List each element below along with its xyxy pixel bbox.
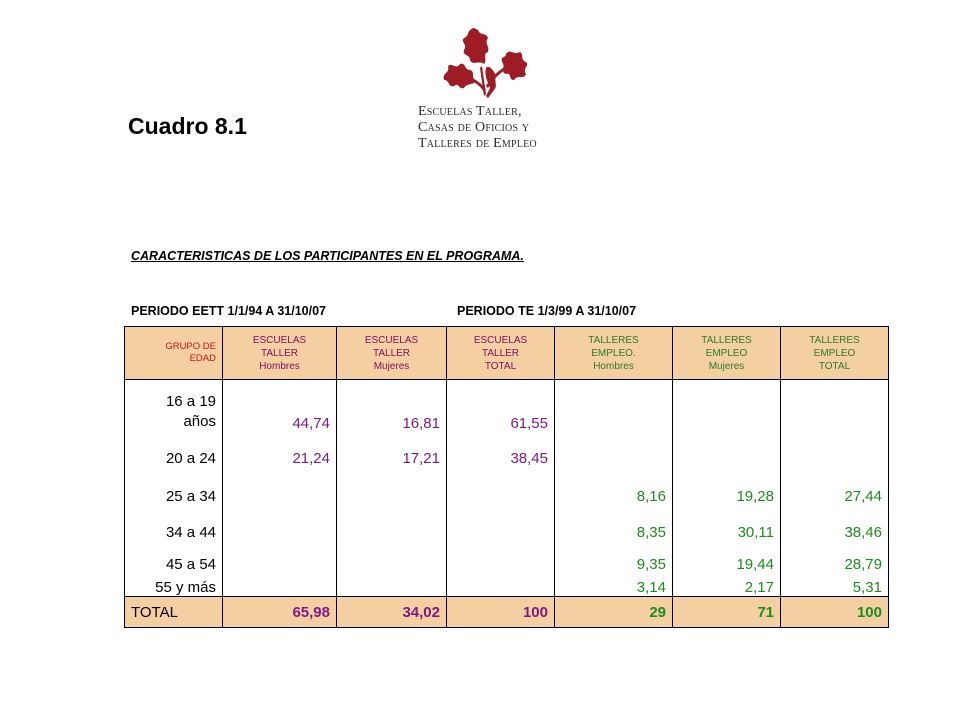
table-row	[125, 505, 889, 541]
header-text: Mujeres	[373, 360, 410, 372]
row-label: 34 a 44	[125, 505, 223, 541]
table-cell: 30,11	[673, 505, 781, 541]
table-cell: 19,28	[673, 467, 781, 505]
row-label: 55 y más	[125, 573, 223, 597]
table-subtitle: CARACTERISTICAS DE LOS PARTICIPANTES EN EL PROGRAMA.	[131, 249, 524, 263]
table-cell	[555, 380, 673, 432]
table-cell	[555, 432, 673, 467]
row-label-line: años	[183, 412, 216, 430]
header-text: ESCUELAS	[364, 334, 419, 346]
total-cell: 100	[781, 597, 889, 628]
header-grupo-edad	[125, 327, 223, 380]
header-text: TOTAL	[484, 360, 517, 372]
table-cell	[447, 467, 555, 505]
row-label: 45 a 54	[125, 541, 223, 573]
header-text: GRUPO DE	[165, 341, 216, 352]
logo-line-3: Talleres de Empleo	[418, 136, 537, 151]
table-cell: 8,35	[555, 505, 673, 541]
participants-table	[124, 326, 889, 628]
table-cell: 21,24	[223, 432, 337, 467]
total-cell: 71	[673, 597, 781, 628]
header-text: ESCUELAS	[252, 334, 307, 346]
table-cell: 38,45	[447, 432, 555, 467]
table-cell: 2,17	[673, 573, 781, 597]
header-text: Mujeres	[708, 360, 745, 372]
header-text: EMPLEO	[705, 347, 748, 359]
logo	[418, 24, 553, 154]
table-row	[125, 467, 889, 505]
header-text: TALLERES	[588, 334, 639, 346]
table-cell: 3,14	[555, 573, 673, 597]
table-cell: 16,81	[337, 380, 447, 432]
table-cell	[673, 432, 781, 467]
header-text: EMPLEO	[813, 347, 856, 359]
row-label-line: 16 a 19	[165, 392, 216, 410]
table-cell: 28,79	[781, 541, 889, 573]
page-title: Cuadro 8.1	[128, 113, 247, 139]
table-cell: 5,31	[781, 573, 889, 597]
table-cell	[223, 467, 337, 505]
header-te-total	[781, 327, 889, 380]
header-text: TALLER	[481, 347, 520, 359]
period-te: PERIODO TE 1/3/99 A 31/10/07	[457, 304, 637, 318]
row-label	[125, 380, 223, 432]
logo-line-2: Casas de Oficios y	[418, 120, 530, 135]
table-cell	[337, 467, 447, 505]
table-cell: 9,35	[555, 541, 673, 573]
header-text: Hombres	[593, 360, 634, 372]
table-cell	[447, 505, 555, 541]
header-te-hombres	[555, 327, 673, 380]
header-et-hombres	[223, 327, 337, 380]
table-cell: 17,21	[337, 432, 447, 467]
table-row	[125, 380, 889, 432]
total-row	[125, 597, 889, 628]
total-cell: 29	[555, 597, 673, 628]
table-cell: 44,74	[223, 380, 337, 432]
table-cell	[337, 573, 447, 597]
logo-text	[418, 104, 558, 152]
table-cell	[223, 573, 337, 597]
table-cell	[223, 505, 337, 541]
header-te-mujeres	[673, 327, 781, 380]
header-et-mujeres	[337, 327, 447, 380]
table-header-row	[125, 327, 889, 380]
table-cell: 19,44	[673, 541, 781, 573]
header-et-total	[447, 327, 555, 380]
table-cell: 8,16	[555, 467, 673, 505]
header-text: TALLER	[260, 347, 299, 359]
table-cell	[673, 380, 781, 432]
table-cell: 61,55	[447, 380, 555, 432]
table-cell	[337, 541, 447, 573]
table-cell: 38,46	[781, 505, 889, 541]
table-cell	[447, 573, 555, 597]
row-label: 25 a 34	[125, 467, 223, 505]
header-text: EMPLEO.	[591, 347, 636, 359]
table-cell	[781, 380, 889, 432]
header-text: Hombres	[259, 360, 300, 372]
table-row	[125, 541, 889, 573]
oak-leaves-icon	[436, 24, 546, 104]
table-row	[125, 573, 889, 597]
total-cell: 34,02	[337, 597, 447, 628]
total-cell: 100	[447, 597, 555, 628]
period-et: PERIODO EETT 1/1/94 A 31/10/07	[131, 304, 326, 318]
table-cell	[337, 505, 447, 541]
header-text: TALLERES	[809, 334, 860, 346]
table-cell	[223, 541, 337, 573]
header-text: TOTAL	[818, 360, 851, 372]
total-cell: 65,98	[223, 597, 337, 628]
total-label: TOTAL	[125, 597, 223, 628]
header-text: TALLERES	[701, 334, 752, 346]
header-text: ESCUELAS	[473, 334, 528, 346]
table-cell	[781, 432, 889, 467]
header-text: EDAD	[189, 353, 216, 364]
table-row	[125, 432, 889, 467]
table-cell	[447, 541, 555, 573]
logo-line-1: Escuelas Taller,	[418, 104, 522, 119]
header-text: TALLER	[372, 347, 411, 359]
row-label: 20 a 24	[125, 432, 223, 467]
table-cell: 27,44	[781, 467, 889, 505]
